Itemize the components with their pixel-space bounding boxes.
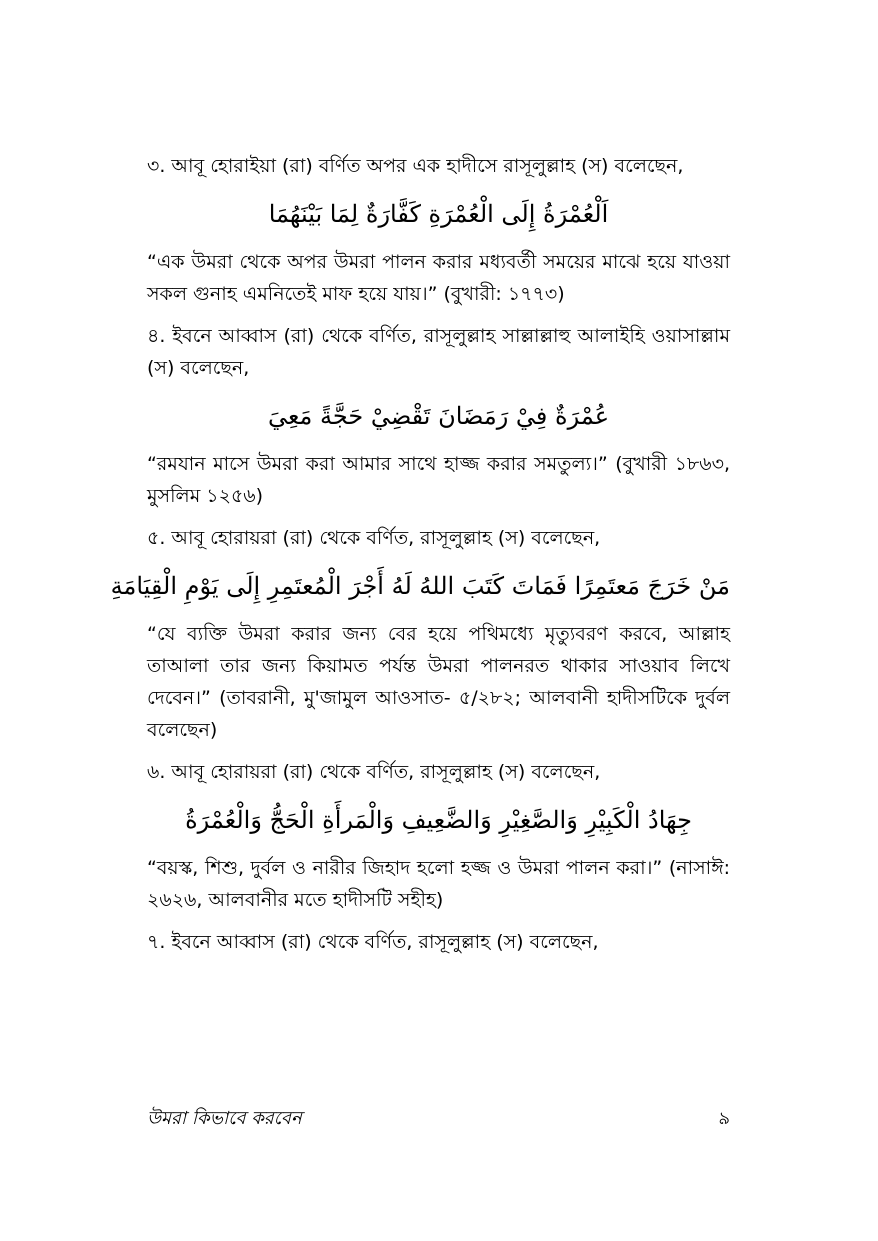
page-footer	[147, 1104, 730, 1134]
hadith-7-intro: ৭. ইবনে আব্বাস (রা) থেকে বর্ণিত, রাসূলুল্লাহ (স) বলেছেন,	[147, 931, 599, 953]
hadith-5-arabic: مَنْ خَرَجَ مَعتَمِرًا فَمَاتَ كَتَبَ اللهُ لَهُ أَجْرَ الْمُعتَمِرِ إِلَى يَوْمِ الْقِيَامَةِ	[110, 572, 730, 600]
hadith-5-intro: ৫. আবূ হোরায়রা (রা) থেকে বর্ণিত, রাসূলুল্লাহ (স) বলেছেন,	[147, 527, 601, 549]
hadith-3-intro: ৩. আবূ হোরাইয়া (রা) বর্ণিত অপর এক হাদীসে রাসূলুল্লাহ (স) বলেছেন,	[147, 155, 684, 177]
page-body	[110, 150, 730, 958]
hadith-6-translation: “বয়স্ক, শিশু, দুর্বল ও নারীর জিহাদ হলো হজ্জ ও উমরা পালন করা।” (নাসাঈ: ২৬২৬, আলবানীর মতে হাদীসটি সহীহ)	[147, 857, 730, 911]
hadith-6-arabic: جِهَادُ الْكَبِيْرِ وَالصَّغِيْرِ وَالضَّعِيفِ وَالْمَرأَةِ الْحَجُّ وَالْعُمْرَةُ	[185, 806, 692, 834]
hadith-5-translation: “যে ব্যক্তি উমরা করার জন্য বের হয়ে পথিমধ্যে মৃত্যুবরণ করবে, আল্লাহ তাআলা তার জন্য কিয়ামত পর্যন্ত উমরা পালনরত থাকার সাওয়াব লিখে দেবেন।” (তাবরানী, মু'জামুল আওসাত- ৫/২৮২; আলবানী হাদীসটিকে দুর্বল বলেছেন)	[147, 623, 730, 741]
hadith-4-intro: ৪. ইবনে আব্বাস (রা) থেকে বর্ণিত, রাসূলুল্লাহ সাল্লাল্লাহু আলাইহি ওয়াসাল্লাম (স) বলেছেন,	[147, 325, 730, 379]
hadith-3-arabic: اَلْعُمْرَةُ إِلَى الْعُمْرَةِ كَفَّارَةٌ لِمَا بَيْنَهُمَا	[268, 200, 609, 228]
hadith-4-arabic: عُمْرَةٌ فِيْ رَمَضَانَ تَقْضِيْ حَجَّةً مَعِيَ	[267, 402, 610, 430]
hadith-3-translation: “এক উমরা থেকে অপর উমরা পালন করার মধ্যবর্তী সময়ের মাঝে হয়ে যাওয়া সকল গুনাহ এমনিতেই মাফ হয়ে যায়।” (বুখারী: ১৭৭৩)	[147, 251, 730, 305]
page-number: ৯	[718, 1108, 730, 1129]
hadith-4-translation: “রমযান মাসে উমরা করা আমার সাথে হাজ্জ করার সমতুল্য।” (বুখারী ১৮৬৩, মুসলিম ১২৫৬)	[147, 453, 730, 507]
hadith-6-intro: ৬. আবূ হোরায়রা (রা) থেকে বর্ণিত, রাসূলুল্লাহ (স) বলেছেন,	[147, 761, 601, 783]
footer-book-title: উমরা কিভাবে করবেন	[147, 1108, 302, 1129]
